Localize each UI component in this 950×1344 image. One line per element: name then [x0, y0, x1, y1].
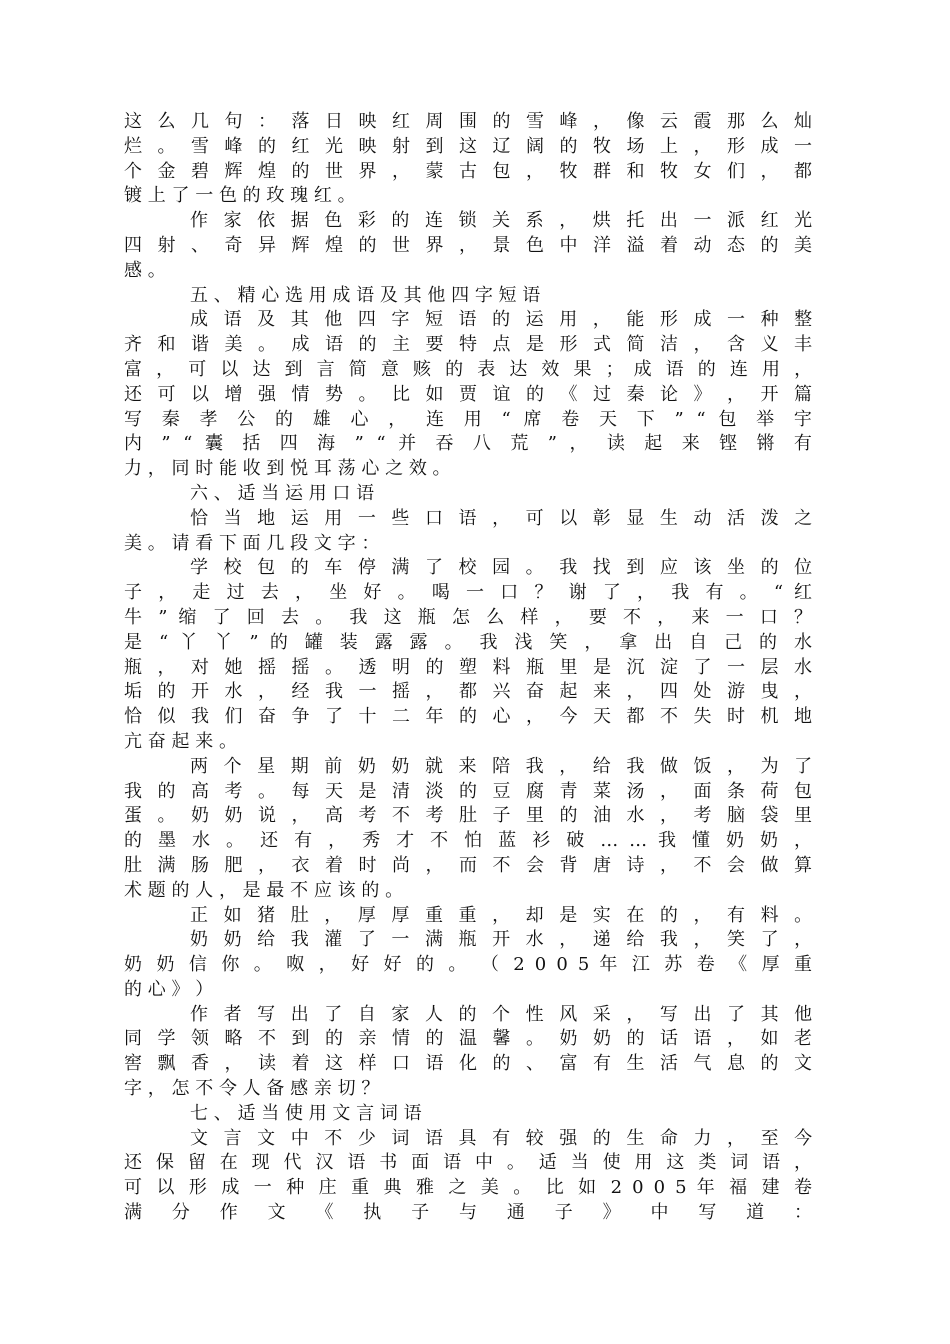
paragraph-first-line: 文 言 文 中 不 少 词 语 具 有 较 强 的 生 命 力 ， 至 今 [190, 1127, 813, 1149]
text-line: 的 墨 水 。 还 有 ， 秀 才 不 怕 蓝 衫 破 … … 我 懂 奶 奶 ， [124, 830, 813, 852]
text-line: 齐 和 谐 美 。 成 语 的 主 要 特 点 是 形 式 简 洁 ， 含 义 丰 [124, 334, 812, 356]
text-line: 可 以 形 成 一 种 庄 重 典 雅 之 美 。 比 如 2 0 0 5 年 福 建 卷 [124, 1177, 812, 1199]
text-line: 字 ， 怎 不 令 人 备 感 亲 切 ？ [124, 1078, 380, 1100]
text-line: 感 。 [124, 259, 166, 281]
paragraph-first-line: 六 、 适 当 运 用 口 语 [190, 482, 375, 504]
text-line: 垢 的 开 水 ， 经 我 一 摇 ， 都 兴 奋 起 来 ， 四 处 游 曳 ， [124, 681, 812, 703]
text-line: 窖 飘 香 ， 读 着 这 样 口 语 化 的 、 富 有 生 活 气 息 的 文 [124, 1053, 812, 1075]
text-line: 写 秦 孝 公 的 雄 心 ， 连 用 “ 席 卷 天 下 ” “ 包 举 宇 [124, 408, 812, 430]
text-line: 我 的 高 考 。 每 天 是 清 淡 的 豆 腐 青 菜 汤 ， 面 条 荷 包 [124, 780, 812, 802]
text-line: 满 分 作 文 《 执 子 与 通 子 》 中 写 道 ： [124, 1202, 813, 1224]
text-line: 恰 似 我 们 奋 争 了 十 二 年 的 心 ， 今 天 都 不 失 时 机 地 [124, 706, 812, 728]
paragraph-first-line: 正 如 猪 肚 ， 厚 厚 重 重 ， 却 是 实 在 的 ， 有 料 。 [190, 904, 813, 926]
text-line: 肚 满 肠 肥 ， 衣 着 时 尚 ， 而 不 会 背 唐 诗 ， 不 会 做 算 [124, 854, 812, 876]
text-line: 还 保 留 在 现 代 汉 语 书 面 语 中 。 适 当 使 用 这 类 词 语 ， [124, 1152, 813, 1174]
text-line: 这 么 几 句 ： 落 日 映 红 周 围 的 雪 峰 ， 像 云 霞 那 么 灿 [124, 111, 812, 132]
text-line: 美 。 请 看 下 面 几 段 文 字 ： [124, 532, 380, 554]
text-line: 还 可 以 增 强 情 势 。 比 如 贾 谊 的 《 过 秦 论 》 ， 开 篇 [124, 383, 812, 405]
paragraph-first-line: 恰 当 地 运 用 一 些 口 语 ， 可 以 彰 显 生 动 活 泼 之 [190, 507, 813, 529]
paragraph-first-line: 作 者 写 出 了 自 家 人 的 个 性 风 采 ， 写 出 了 其 他 [190, 1003, 813, 1025]
document-body [124, 110, 812, 1226]
text-line: 镀 上 了 一 色 的 玫 瑰 红 。 [124, 185, 356, 207]
text-line: 牛 ” 缩 了 回 去 。 我 这 瓶 怎 么 样 ， 要 不 ， 来 一 口 ？ [124, 606, 813, 628]
text-line: 烂 。 雪 峰 的 红 光 映 射 到 这 辽 阔 的 牧 场 上 ， 形 成 一 [124, 135, 812, 157]
text-line: 奶 奶 信 你 。 呶 ， 好 好 的 。 （ 2 0 0 5 年 江 苏 卷 《 厚 重 [124, 954, 812, 976]
text-line: 个 金 碧 辉 煌 的 世 界 ， 蒙 古 包 ， 牧 群 和 牧 女 们 ， 都 [124, 160, 812, 182]
text-line: 子 ， 走 过 去 ， 坐 好 。 喝 一 口 ？ 谢 了 ， 我 有 。 “ 红 [124, 582, 813, 604]
text-line: 亢 奋 起 来 。 [124, 730, 237, 752]
text-line: 同 学 领 略 不 到 的 亲 情 的 温 馨 。 奶 奶 的 话 语 ， 如 老 [124, 1028, 812, 1050]
text-line: 内 ” “ 囊 括 四 海 ” “ 并 吞 八 荒 ” ， 读 起 来 铿 锵 有 [124, 433, 812, 455]
text-line: 术 题 的 人 ， 是 最 不 应 该 的 。 [124, 879, 404, 901]
paragraph-first-line: 五 、 精 心 选 用 成 语 及 其 他 四 字 短 语 [190, 284, 541, 306]
paragraph-first-line: 学 校 包 的 车 停 满 了 校 园 。 我 找 到 应 该 坐 的 位 [190, 557, 813, 579]
text-line: 蛋 。 奶 奶 说 ， 高 考 不 考 肚 子 里 的 油 水 ， 考 脑 袋 里 [124, 805, 812, 827]
paragraph-first-line: 两 个 星 期 前 奶 奶 就 来 陪 我 ， 给 我 做 饭 ， 为 了 [190, 755, 813, 777]
text-line: 瓶 ， 对 她 摇 摇 。 透 明 的 塑 料 瓶 里 是 沉 淀 了 一 层 水 [124, 656, 812, 678]
paragraph-first-line: 作 家 依 据 色 彩 的 连 锁 关 系 ， 烘 托 出 一 派 红 光 [190, 210, 813, 232]
text-line: 四 射 、 奇 异 辉 煌 的 世 界 ， 景 色 中 洋 溢 着 动 态 的 美 [124, 234, 812, 256]
text-line: 力 ， 同 时 能 收 到 悦 耳 荡 心 之 效 。 [124, 458, 451, 480]
text-line: 的 心 》 ） [124, 978, 214, 1000]
text-line: 是 “ 丫 丫 ” 的 罐 装 露 露 。 我 浅 笑 ， 拿 出 自 己 的 水 [124, 631, 812, 653]
text-line: 富 ， 可 以 达 到 言 简 意 赅 的 表 达 效 果 ； 成 语 的 连 用 ， [124, 358, 813, 380]
paragraph-first-line: 七 、 适 当 使 用 文 言 词 语 [190, 1102, 422, 1124]
paragraph-first-line: 成 语 及 其 他 四 字 短 语 的 运 用 ， 能 形 成 一 种 整 [190, 309, 813, 331]
paragraph-first-line: 奶 奶 给 我 灌 了 一 满 瓶 开 水 ， 递 给 我 ， 笑 了 ， [190, 929, 813, 951]
